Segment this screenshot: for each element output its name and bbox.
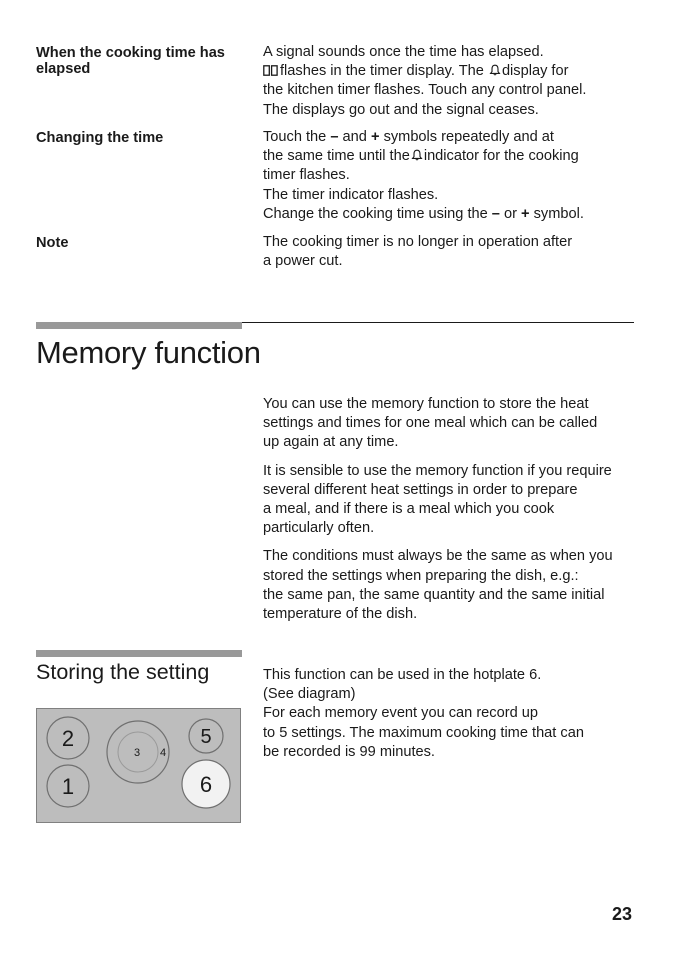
page-number: 23 — [612, 904, 633, 924]
segment-display-icon — [263, 65, 278, 76]
subsection-title-storing-setting: Storing the setting — [36, 660, 210, 684]
section-title-memory-function: Memory function — [36, 335, 261, 370]
hotplate-4-label: 4 — [159, 747, 167, 759]
plus-symbol: + — [370, 129, 380, 145]
hotplate-5-label: 5 — [200, 726, 212, 748]
hotplate-1-label: 1 — [61, 774, 75, 799]
bell-icon — [411, 149, 423, 161]
minus-symbol: – — [330, 129, 339, 145]
hotplate-6-label: 6 — [199, 772, 213, 797]
hotplate-3-label: 3 — [133, 747, 141, 759]
section-rule — [242, 322, 634, 323]
row-label-time-elapsed: When the cooking time has elapsed — [36, 45, 225, 77]
plus-symbol: + — [521, 205, 530, 222]
row-body-changing-time: Touch the – and + symbols repeatedly and at the same time until the indicator for the cooking timer flashes. The timer indicator flashes. Change the cooking time using the – or + symbol. — [263, 129, 584, 222]
hotplate-2-label: 2 — [61, 726, 75, 751]
subsection-bar — [36, 650, 242, 657]
row-body-note: The cooking timer is no longer in operation after a power cut. — [263, 234, 573, 270]
row-label-note: Note — [36, 235, 69, 251]
row-label-changing-time: Changing the time — [36, 130, 164, 146]
row-body-time-elapsed: A signal sounds once the time has elapsed. flashes in the timer display. The display for the kitchen timer flashes. Touch any control panel. The displays go out and the signal ceases. — [263, 44, 587, 118]
section-bar — [36, 322, 242, 329]
storing-text: This function can be used in the hotplate 6. (See diagram) For each memory event you can record up to 5 settings. The maximum cooking time that can be recorded is 99 minutes. — [263, 667, 584, 760]
bell-icon — [489, 64, 501, 76]
hob-diagram — [36, 708, 241, 823]
minus-symbol: – — [491, 205, 500, 222]
memory-intro: You can use the memory function to store the heat settings and times for one meal which can be called up again at any time. It is sensible to use the memory function if you require several different heat settings in order to prepare a meal, and if there is a meal which you cook particularly often. The conditions must always be the same as when you stored the settings when preparing the dish, e.g.: the same pan, the same quantity and the same initial temperature of the dish. — [263, 396, 613, 623]
hob-diagram-svg — [37, 709, 240, 822]
